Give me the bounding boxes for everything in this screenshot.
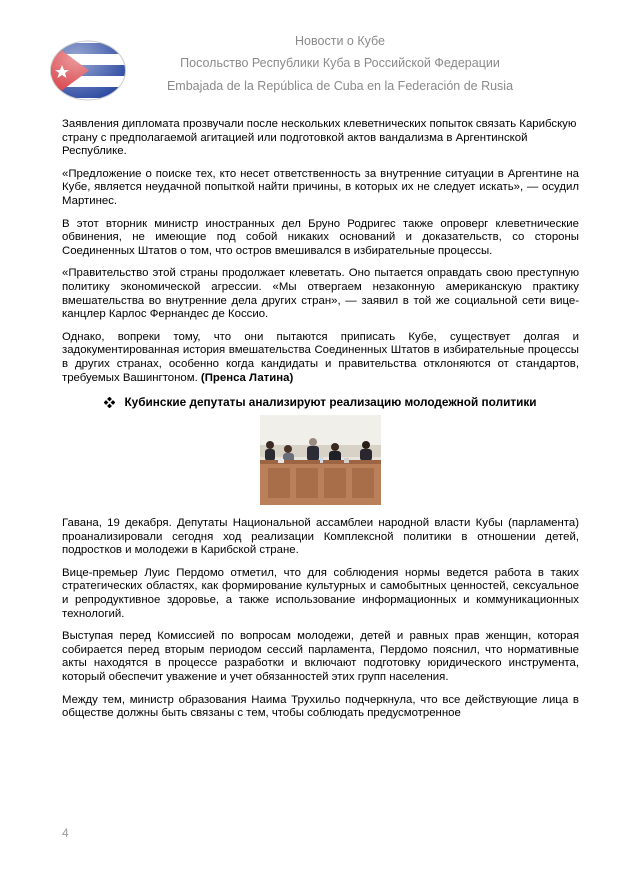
- article2-heading: [62, 395, 579, 409]
- article1-paragraph-last: [62, 331, 579, 385]
- header-title: Новости о Кубе: [295, 34, 385, 48]
- parliament-session-photo: [260, 415, 381, 505]
- header-embassy-es: Embajada de la República de Cuba en la Federación de Rusia: [166, 79, 514, 93]
- article1-paragraph: Заявления дипломата прозвучали после нескольких клеветнических попыток связать Карибскую страну с предполагаемой агитацией или подготовкой актов вандализма в Аргентинской Республике.: [62, 118, 577, 158]
- paragraph-text: Однако, вопреки тому, что они пытаются приписать Кубе, существует долгая и задокументированная история вмешательства Соединенных Штатов в избирательные процессы в других странах, особенно когда кандидаты и правительства отклоняются от стандартов, требуемых Вашингтоном.: [62, 330, 579, 384]
- document-body: [62, 118, 579, 730]
- source-credit: (Пренса Латина): [200, 371, 294, 384]
- article1-paragraph: «Предложение о поиске тех, кто несет ответственность за внутренние ситуации в Аргентине на Кубе, является неудачной попыткой найти причины, в которых их не следует искать», — осудил Мартинес.: [62, 167, 579, 207]
- diamond-bullet-icon: [104, 397, 115, 408]
- article2-paragraph: Выступая перед Комиссией по вопросам молодежи, детей и равных прав женщин, которая собирается перед вторым периодом сессий парламента, Пердомо пояснил, что нормативные акты находятся в процессе разработки и включают подготовку юридического инструмента, который обеспечит уважение и учет обязанностей этих групп населения.: [62, 630, 579, 684]
- article2-heading-text: Кубинские депутаты анализируют реализацию молодежной политики: [124, 395, 537, 410]
- article1-paragraph: «Правительство этой страны продолжает клеветать. Оно пытается оправдать свою преступную политику экономической агрессии. «Мы отвергаем незаконную американскую практику вмешательства во внутренние дела других стран», — заявил в той же социальной сети вице-канцлер Карлос Фернандес де Коссио.: [62, 267, 579, 321]
- cuba-flag-logo: [49, 39, 127, 102]
- article2-paragraph: Между тем, министр образования Наима Трухильо подчеркнула, что все действующие лица в обществе должны быть связаны с тем, чтобы соблюдать предусмотренное: [62, 693, 579, 720]
- article2-paragraph: Гавана, 19 декабря. Депутаты Национальной ассамблеи народной власти Кубы (парламента) проанализировали сегодня ход реализации Комплексной политики в отношении детей, подростков и молодежи в Карибской стране.: [62, 517, 579, 557]
- header-embassy-ru: Посольство Республики Куба в Российской Федерации: [180, 56, 500, 70]
- article1-paragraph: В этот вторник министр иностранных дел Бруно Родригес также опроверг клеветнические обвинения, не имеющие под собой никаких оснований и доказательств, со стороны Соединенных Штатов о том, что остров вмешивался в избирательные процессы.: [62, 217, 579, 257]
- article2-paragraph: Вице-премьер Луис Пердомо отметил, что для соблюдения нормы ведется работа в таких стратегических областях, как формирование культурных и самобытных ценностей, сексуальное и репродуктивное здоровье, а также использование информационных и коммуникационных технологий.: [62, 566, 579, 620]
- page-number: 4: [62, 826, 69, 840]
